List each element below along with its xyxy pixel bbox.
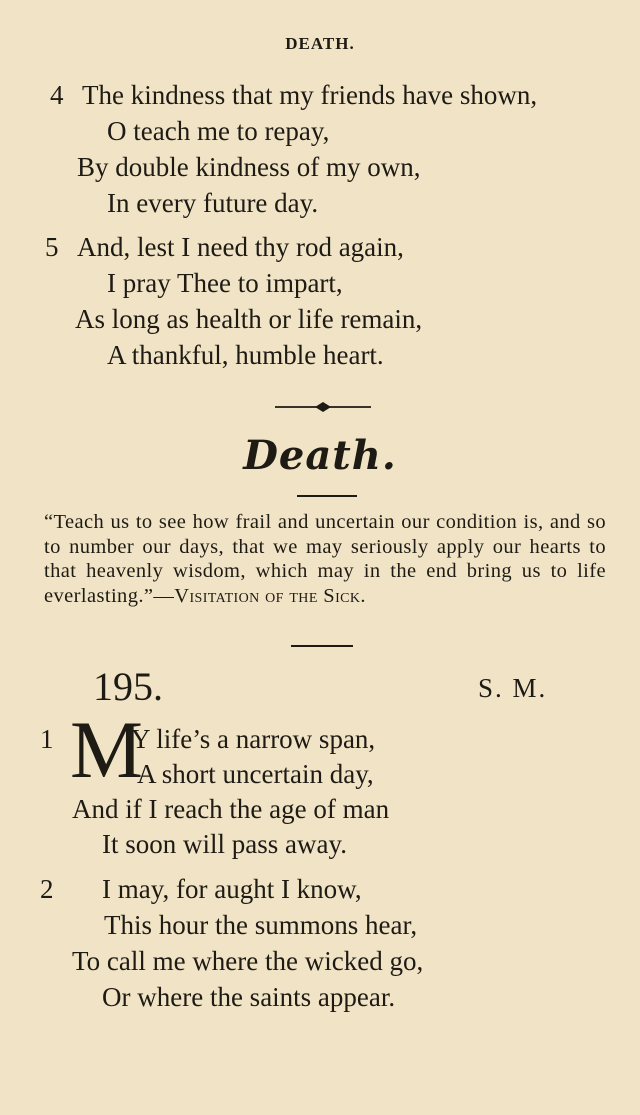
epigraph [44, 510, 606, 608]
verse-number: 1 [40, 724, 54, 754]
verse-line: It soon will pass away. [102, 829, 347, 859]
verse-number: 4 [50, 80, 64, 110]
epigraph-text: “Teach us to see how frail and uncertain our condition is, and so to number our days, that we may seriously apply our hearts to that heavenly wisdom, which may in the end bring us to life everlasting.”— [44, 511, 606, 607]
verse-line: This hour the summons hear, [104, 910, 418, 940]
verse-line: And, lest I need thy rod again, [77, 232, 404, 262]
verse-line: A thankful, humble heart. [107, 340, 384, 370]
verse-line: I pray Thee to impart, [107, 268, 343, 298]
verse-line: In every future day. [107, 188, 319, 218]
verse-number: 2 [40, 874, 54, 904]
verse-line: The kindness that my friends have shown, [82, 80, 538, 110]
running-head: DEATH. [285, 34, 355, 53]
section-title: Death. [243, 432, 397, 479]
verse-line: And if I reach the age of man [72, 794, 390, 824]
verse-line: O teach me to repay, [107, 116, 330, 146]
verse-line: I may, for aught I know, [102, 874, 362, 904]
hymn-meter: S. M. [478, 673, 548, 703]
verse-number: 5 [45, 232, 59, 262]
title-rule [297, 495, 357, 497]
verse-line: By double kindness of my own, [77, 152, 421, 182]
verse-line: As long as health or life remain, [75, 304, 423, 334]
ornamental-divider [275, 398, 371, 416]
verse-line: A short uncertain day, [137, 759, 374, 789]
section-rule [291, 645, 353, 647]
verse-line: Y life’s a narrow span, [131, 724, 376, 754]
hymn-number: 195. [93, 664, 163, 709]
epigraph-source: Visitation of the Sick. [174, 584, 366, 607]
drop-cap: M [70, 704, 143, 795]
verse-line: Or where the saints appear. [102, 982, 396, 1012]
verse-line: To call me where the wicked go, [72, 946, 424, 976]
